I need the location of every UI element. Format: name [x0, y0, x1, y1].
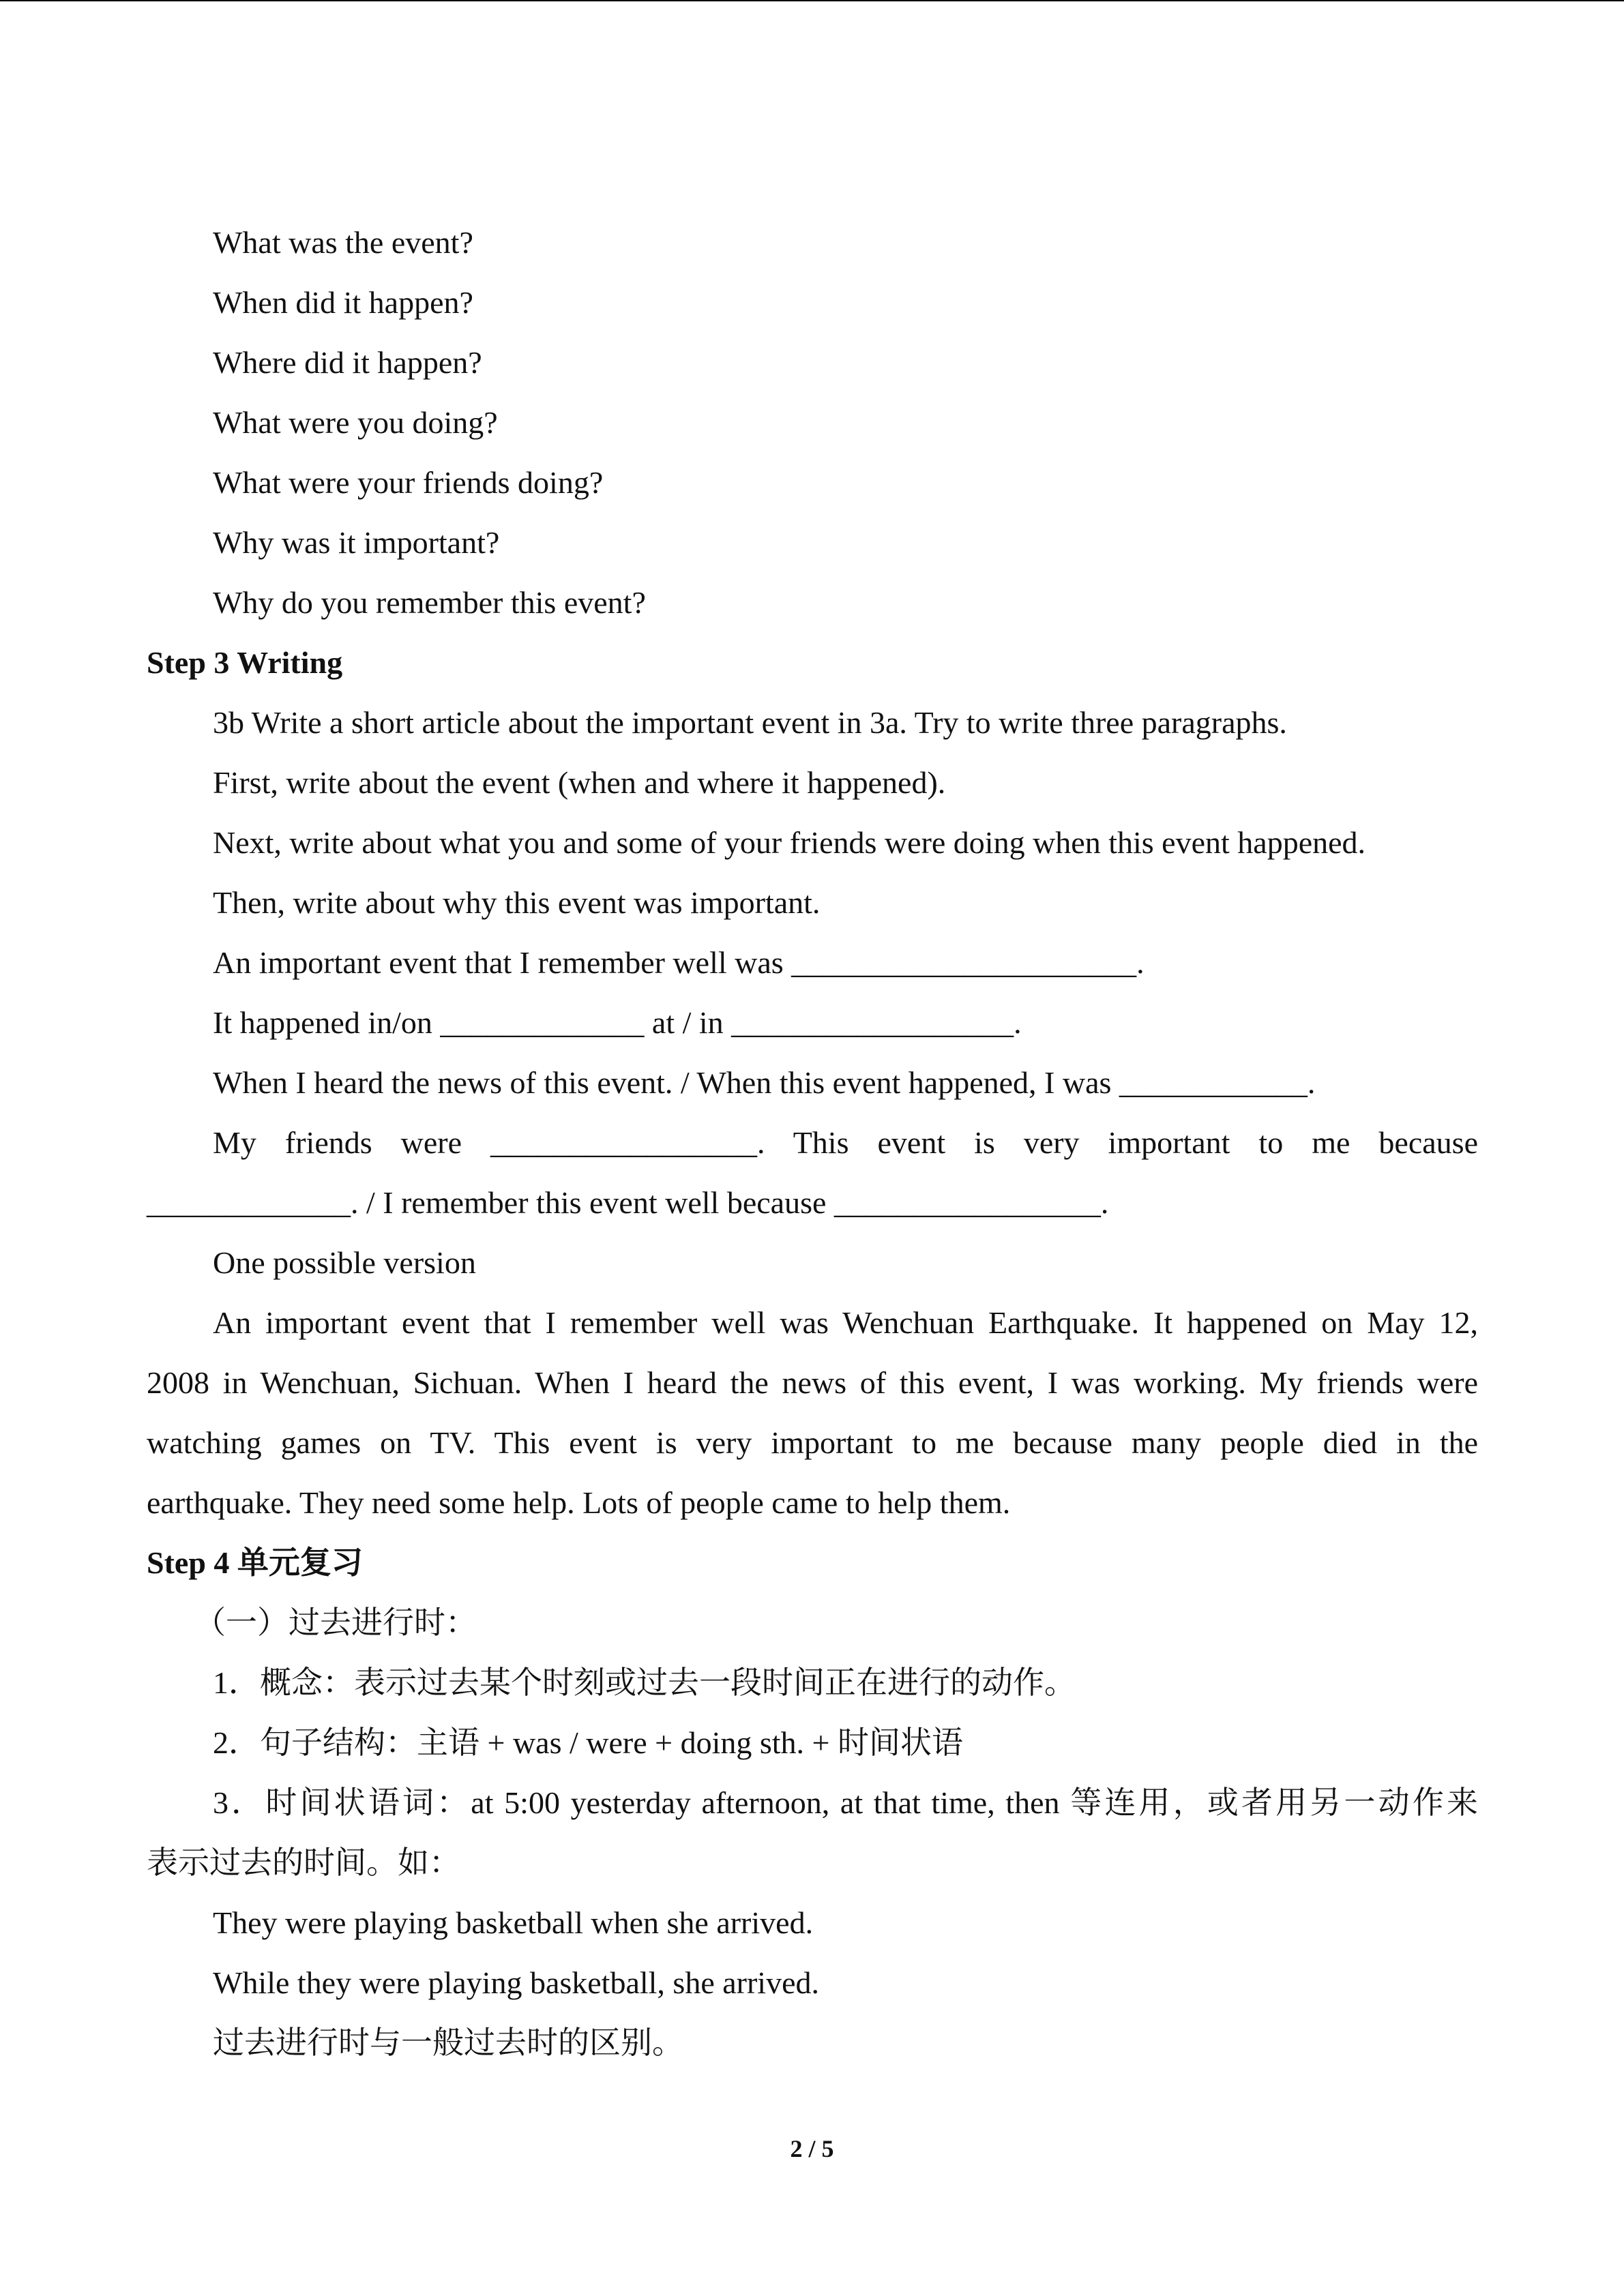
question-7: Why do you remember this event?: [213, 585, 646, 620]
step3-first: First, write about the event (when and where it happened).: [213, 765, 946, 800]
example-sentence-1: They were playing basketball when she arrived.: [213, 1905, 814, 1940]
question-1: What was the event?: [213, 225, 473, 260]
frame-sentence-4: My friends were _________________. This event is very important to me because: [213, 1125, 1478, 1160]
step4-heading: Step 4 单元复习: [147, 1545, 363, 1580]
frame-sentence-1: An important event that I remember well was ______________________.: [213, 945, 1145, 980]
step3-then: Then, write about why this event was important.: [213, 885, 821, 920]
tense-difference-note: 过去进行时与一般过去时的区别。: [213, 2025, 683, 2060]
example-sentence-2: While they were playing basketball, she arrived.: [213, 1965, 820, 2000]
frame-sentence-3: When I heard the news of this event. / When this event happened, I was ____________.: [213, 1065, 1316, 1100]
question-4: What were you doing?: [213, 405, 498, 440]
step3-next: Next, write about what you and some of your friends were doing when this event happened.: [213, 825, 1366, 860]
step4-item-3b: 表示过去的时间。如：: [147, 1845, 460, 1880]
version-line-2: 2008 in Wenchuan, Sichuan. When I heard the news of this event, I was working. My friends were: [147, 1365, 1478, 1400]
question-2: When did it happen?: [213, 285, 473, 320]
version-line-1: An important event that I remember well was Wenchuan Earthquake. It happened on May 12,: [213, 1305, 1478, 1340]
step4-item-1: 1．概念：表示过去某个时刻或过去一段时间正在进行的动作。: [213, 1665, 1076, 1700]
step3-heading: Step 3 Writing: [147, 645, 343, 680]
version-line-3: watching games on TV. This event is very important to me because many people died in the: [147, 1425, 1478, 1460]
version-label: One possible version: [213, 1245, 476, 1280]
frame-sentence-5: _____________. / I remember this event well because _________________.: [147, 1185, 1109, 1220]
question-5: What were your friends doing?: [213, 465, 604, 500]
frame-sentence-2: It happened in/on _____________ at / in __________________.: [213, 1005, 1022, 1040]
page-content: [147, 213, 1478, 2073]
question-6: Why was it important?: [213, 525, 500, 560]
question-3: Where did it happen?: [213, 345, 482, 380]
version-line-4: earthquake. They need some help. Lots of people came to help them.: [147, 1485, 1011, 1520]
step4-item-3a: 3．时间状语词：at 5:00 yesterday afternoon, at that time, then 等连用，或者用另一动作来: [213, 1785, 1478, 1820]
step3-task: 3b Write a short article about the important event in 3a. Try to write three paragraphs.: [213, 705, 1287, 740]
step4-item-2: 2．句子结构：主语 + was / were + doing sth. + 时间状语: [213, 1725, 963, 1760]
page-number: 2 / 5: [790, 2135, 834, 2162]
step4-subheading: （一）过去进行时：: [194, 1605, 477, 1640]
